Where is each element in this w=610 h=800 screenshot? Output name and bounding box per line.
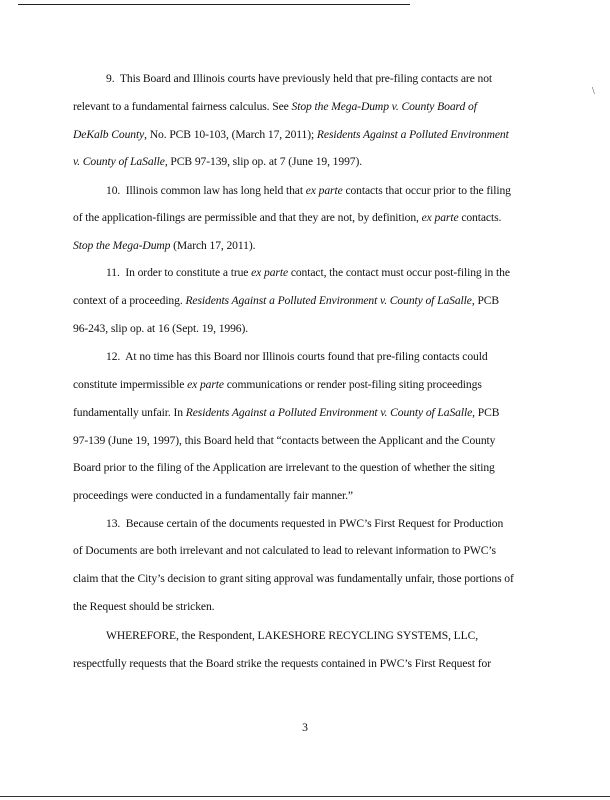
text-run: constitute impermissible bbox=[73, 378, 188, 391]
paragraph-5-line-4 bbox=[73, 600, 214, 613]
text-run: communications or render post-filing siting proceedings bbox=[223, 378, 482, 391]
text-run: contacts. bbox=[458, 211, 502, 224]
paragraph-4-line-6 bbox=[73, 489, 353, 502]
citation-italic: Stop the Mega-Dump bbox=[73, 239, 171, 252]
text-run: Illinois common law has long held that bbox=[125, 184, 306, 197]
text-run: WHEREFORE, the Respondent, LAKESHORE RECYCLING SYSTEMS, LLC, bbox=[106, 629, 479, 642]
top-rule bbox=[18, 4, 410, 5]
text-run: proceedings were conducted in a fundamentally fair manner.” bbox=[73, 489, 353, 502]
paragraph-number: 13. bbox=[106, 517, 126, 530]
citation-italic: Residents Against a Polluted Environment bbox=[316, 128, 509, 141]
paragraph-4-line-3 bbox=[73, 406, 499, 419]
paragraph-3-line-2 bbox=[73, 294, 499, 307]
text-run: fundamentally unfair. In bbox=[73, 406, 186, 419]
paragraph-number: 9. bbox=[106, 72, 120, 85]
text-run: This Board and Illinois courts have previously held that pre-filing contacts are not bbox=[119, 72, 493, 85]
paragraph-1-line-4 bbox=[73, 155, 362, 168]
paragraph-number: 12. bbox=[106, 350, 126, 363]
paragraph-2-line-3 bbox=[73, 239, 255, 252]
citation-italic: ex parte bbox=[421, 211, 459, 224]
paragraph-6-line-1 bbox=[106, 629, 478, 642]
paragraph-3-line-3 bbox=[73, 322, 248, 335]
text-run: In order to constitute a true bbox=[125, 266, 252, 279]
paragraph-4-line-5 bbox=[73, 461, 495, 474]
page-number: 3 bbox=[302, 721, 308, 734]
text-run: 96-243, slip op. at 16 (Sept. 19, 1996). bbox=[73, 322, 249, 335]
text-run: of Documents are both irrelevant and not calculated to lead to relevant information to PWC’s bbox=[73, 544, 496, 557]
paragraph-6-line-2 bbox=[73, 657, 491, 670]
text-run: context of a proceeding. bbox=[73, 294, 186, 307]
paragraph-1-line-1 bbox=[106, 72, 492, 85]
text-run: contacts that occur prior to the filing bbox=[342, 184, 511, 197]
text-run: Because certain of the documents requested in PWC’s First Request for Production bbox=[125, 517, 504, 530]
citation-italic: ex parte bbox=[251, 266, 289, 279]
paragraph-number: 10. bbox=[106, 184, 126, 197]
paragraph-5-line-2 bbox=[73, 544, 496, 557]
paragraph-1-line-3 bbox=[73, 128, 509, 141]
paragraph-5-line-1 bbox=[106, 517, 503, 530]
citation-italic: v. County of LaSalle bbox=[73, 155, 165, 168]
paragraph-2-line-1 bbox=[106, 184, 511, 197]
text-run: claim that the City’s decision to grant siting approval was fundamentally unfair, those portions of bbox=[73, 572, 514, 585]
text-run: relevant to a fundamental fairness calculus. See bbox=[73, 100, 292, 113]
paragraph-3-line-1 bbox=[106, 266, 510, 279]
text-run: the Request should be stricken. bbox=[73, 600, 215, 613]
text-run: , PCB bbox=[472, 406, 500, 419]
text-run: of the application-filings are permissible and that they are not, by definition, bbox=[73, 211, 422, 224]
citation-italic: Residents Against a Polluted Environment v. County of LaSalle bbox=[185, 406, 473, 419]
text-run: At no time has this Board nor Illinois courts found that pre-filing contacts could bbox=[125, 350, 488, 363]
citation-italic: ex parte bbox=[305, 184, 343, 197]
bottom-rule bbox=[0, 796, 610, 797]
text-run: , No. PCB 10-103, (March 17, 2011); bbox=[144, 128, 317, 141]
paragraph-2-line-2 bbox=[73, 211, 501, 224]
paragraph-number: 11. bbox=[106, 266, 126, 279]
paragraph-5-line-3 bbox=[73, 572, 514, 585]
citation-italic: ex parte bbox=[187, 378, 224, 391]
text-run: (March 17, 2011). bbox=[170, 239, 256, 252]
citation-italic: DeKalb County bbox=[73, 128, 145, 141]
citation-italic: Residents Against a Polluted Environment v. County of LaSalle bbox=[185, 294, 472, 307]
paragraph-4-line-4 bbox=[73, 434, 495, 447]
paragraph-4-line-1 bbox=[106, 350, 488, 363]
citation-italic: Stop the Mega-Dump v. County Board of bbox=[291, 100, 477, 113]
text-run: , PCB bbox=[471, 294, 500, 307]
text-run: 97-139 (June 19, 1997), this Board held that “contacts between the Applicant and the County bbox=[73, 434, 496, 447]
stray-mark: \ bbox=[592, 86, 595, 97]
paragraph-1-line-2 bbox=[73, 100, 477, 113]
text-run: contact, the contact must occur post-filing in the bbox=[288, 266, 510, 279]
text-run: , PCB 97-139, slip op. at 7 (June 19, 1997). bbox=[164, 155, 363, 168]
text-run: Board prior to the filing of the Application are irrelevant to the question of whether the siting bbox=[73, 461, 495, 474]
text-run: respectfully requests that the Board strike the requests contained in PWC’s First Request for bbox=[73, 657, 491, 670]
paragraph-4-line-2 bbox=[73, 378, 482, 391]
